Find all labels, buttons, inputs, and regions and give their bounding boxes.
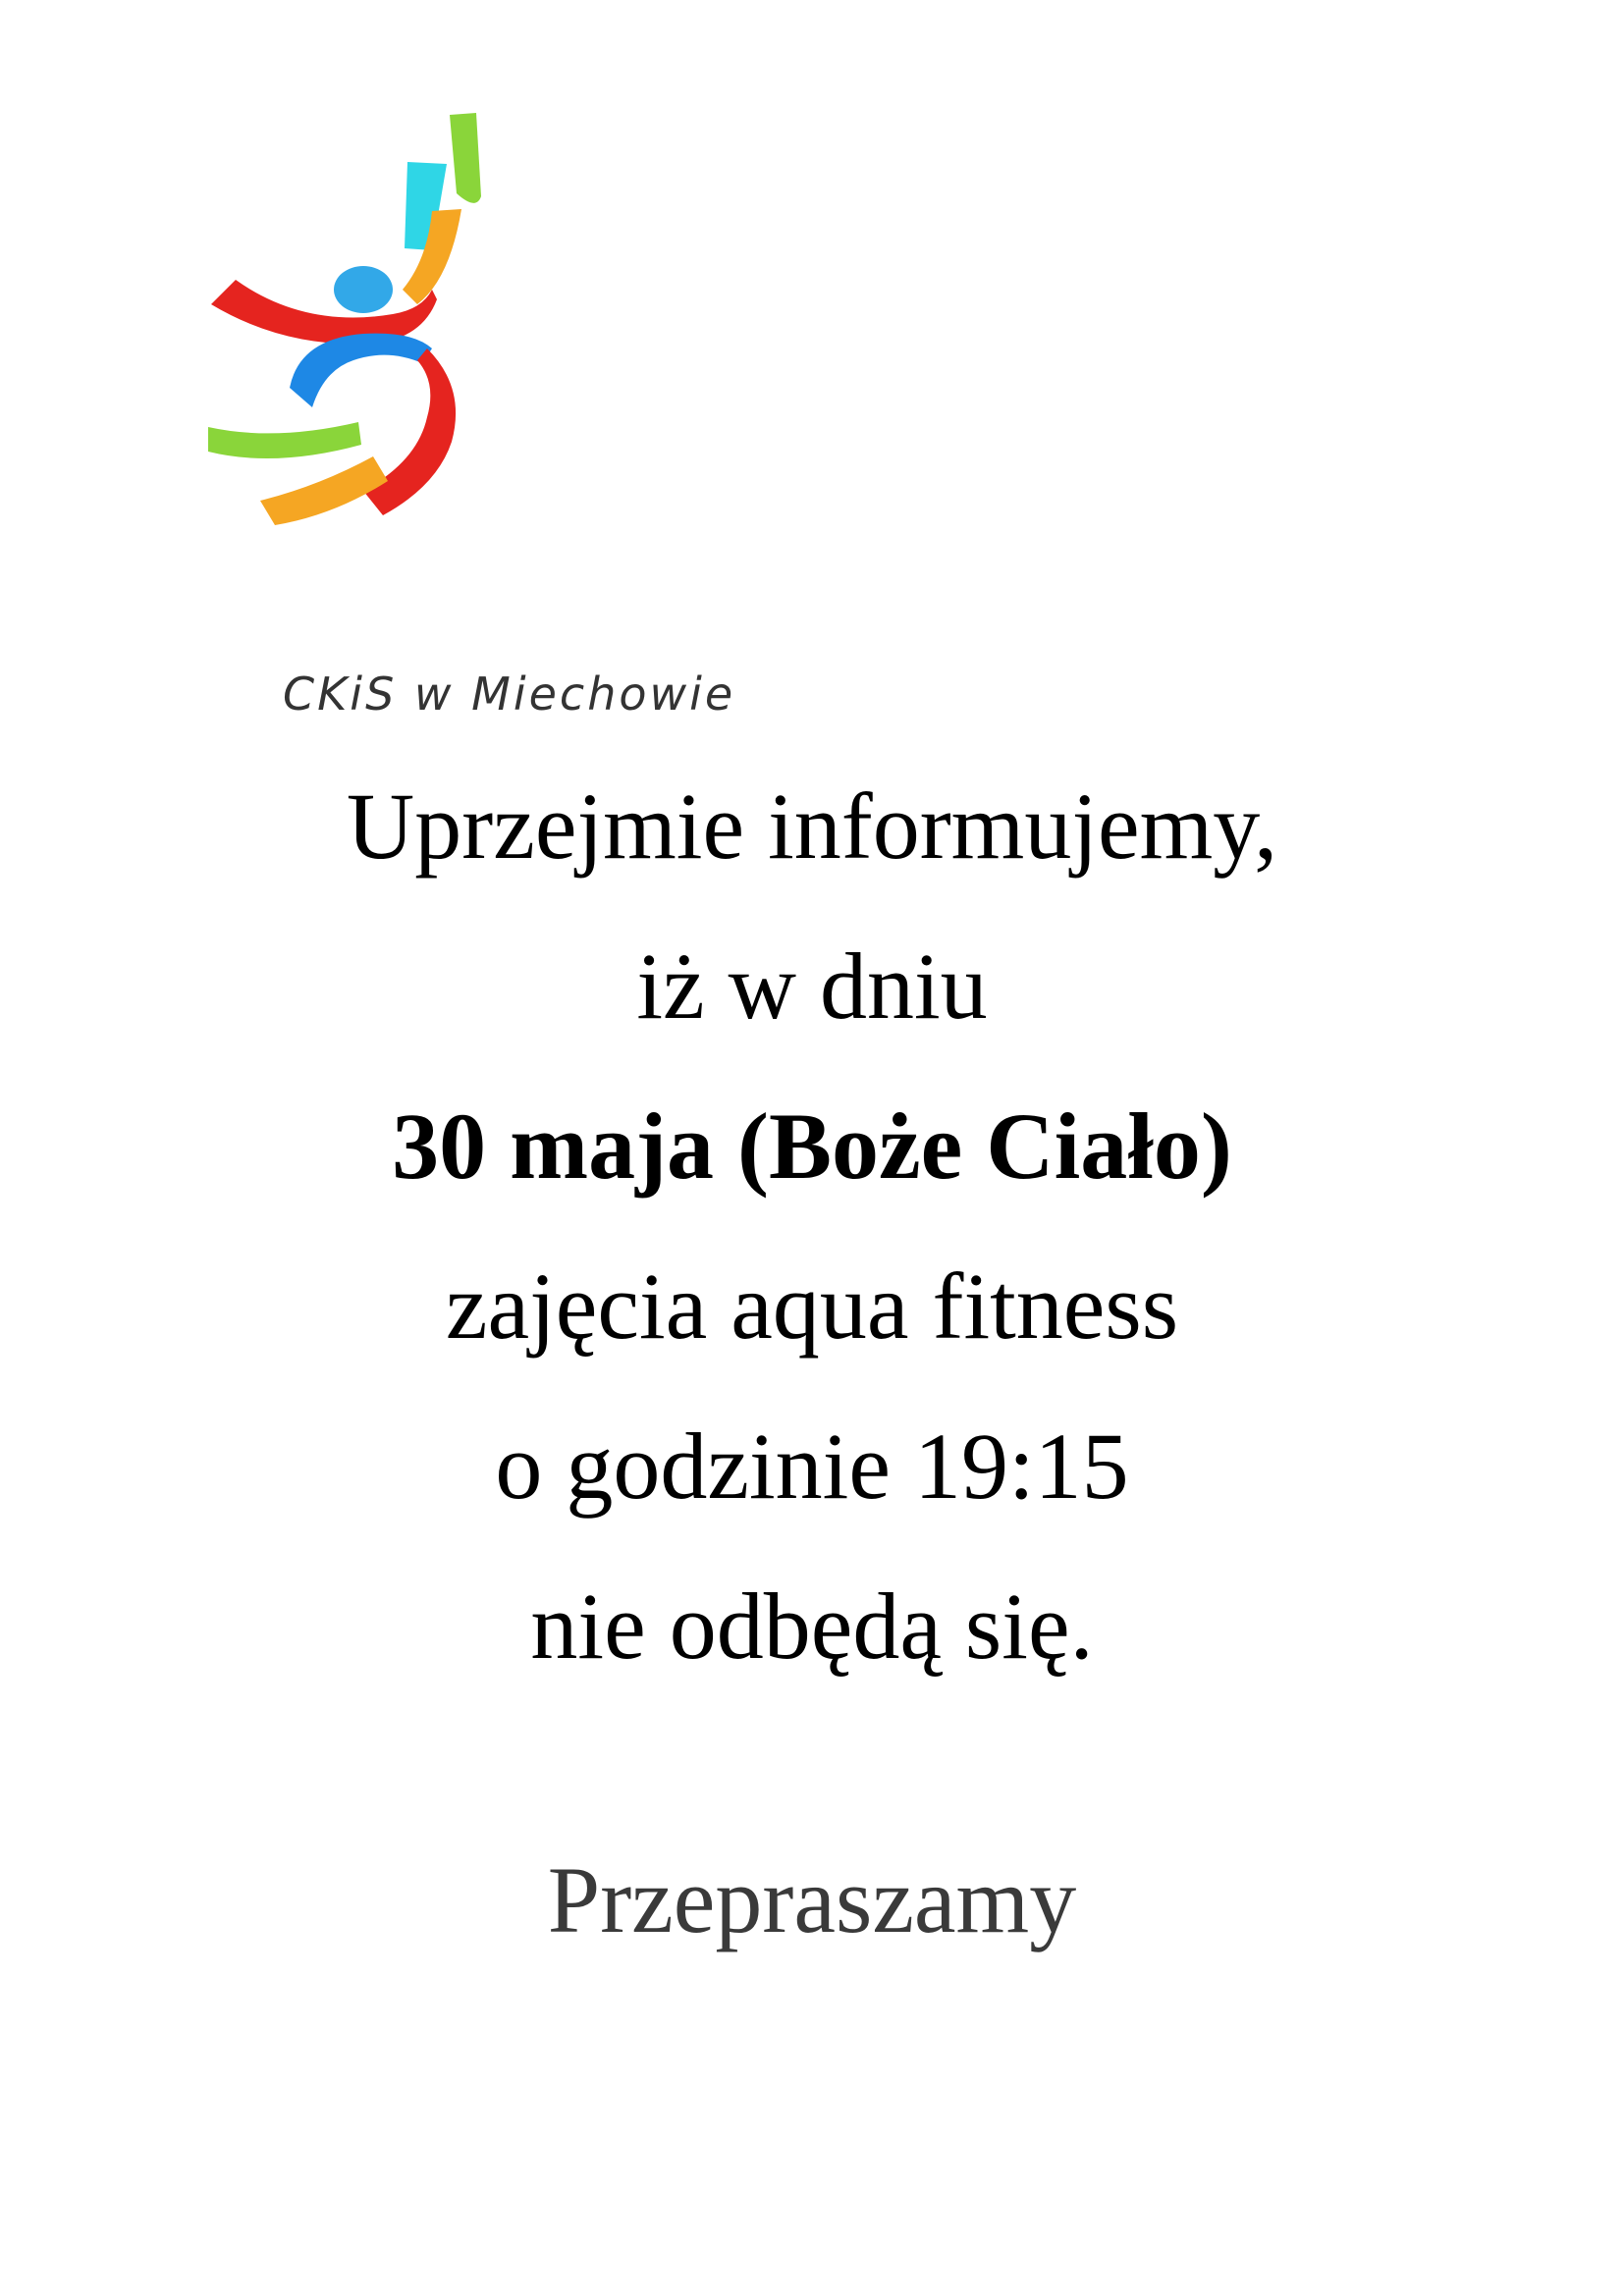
notice-line-activity: zajęcia aqua fitness — [445, 1254, 1179, 1359]
dancer-figure-icon — [137, 103, 560, 574]
logo-caption: CKiS w Miechowie — [283, 667, 736, 721]
notice-line-cancelled: nie odbędą się. — [530, 1574, 1094, 1679]
notice-line-time: o godzinie 19:15 — [495, 1414, 1129, 1519]
notice-line-date-intro: iż w dniu — [636, 934, 988, 1039]
closing-apology: Przepraszamy — [547, 1847, 1077, 1952]
notice-text — [0, 746, 1624, 1706]
notice-line-date: 30 maja (Boże Ciało) — [392, 1094, 1232, 1199]
notice-line-intro: Uprzejmie informujemy, — [346, 774, 1278, 879]
ckis-logo — [137, 103, 736, 721]
